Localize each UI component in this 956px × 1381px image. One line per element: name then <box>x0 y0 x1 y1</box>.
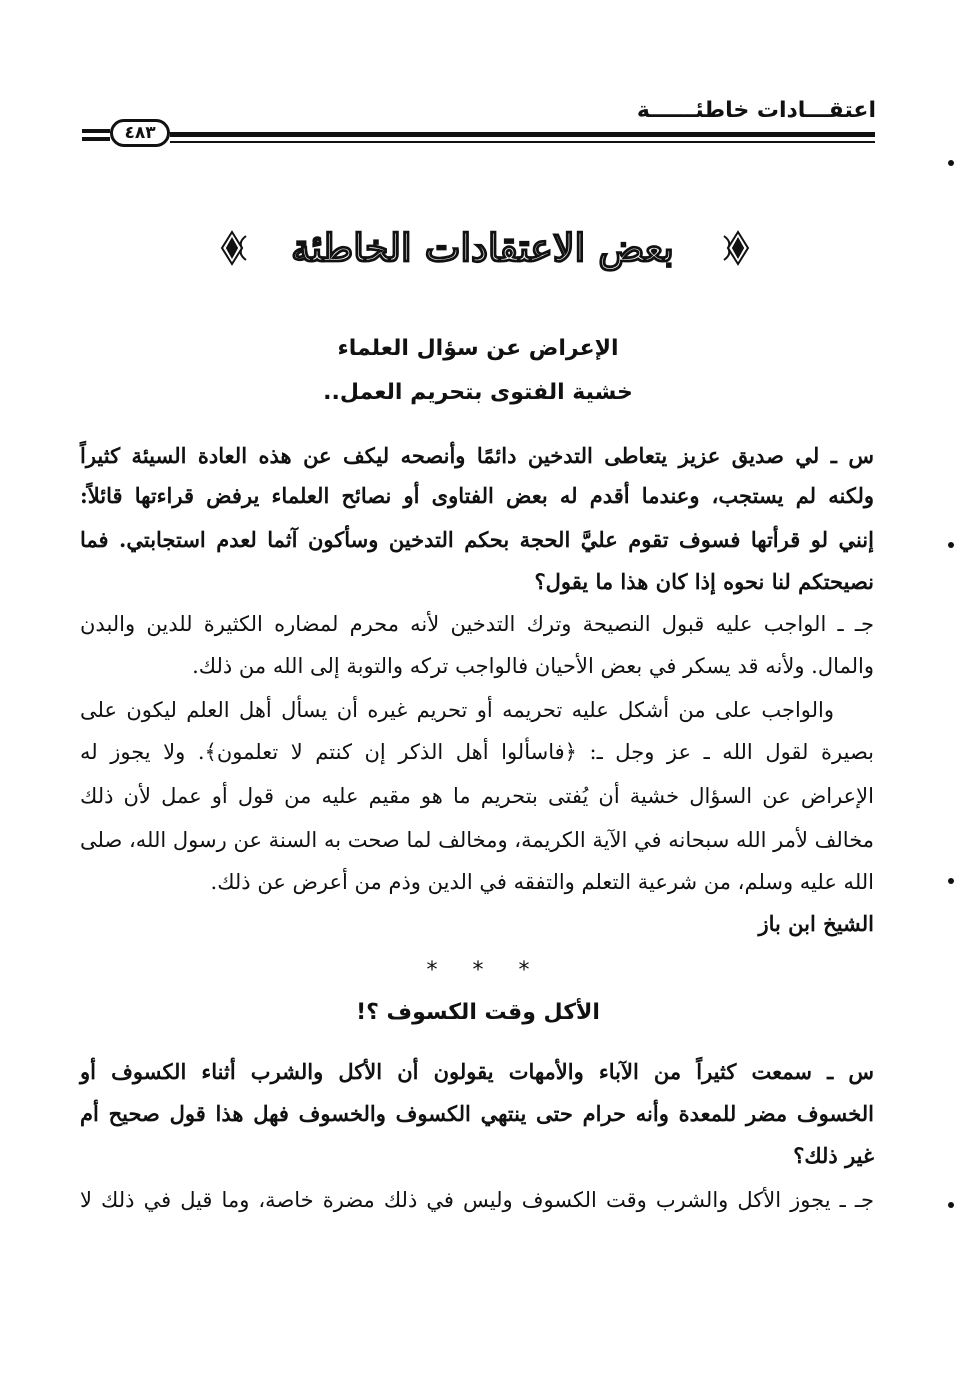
header-rule-thick <box>170 132 875 137</box>
answer1-line: جـ ـ الواجب عليه قبول النصيحة وترك التدخين لأنه محرم لمضاره الكثيرة للدين والبدن <box>80 612 874 636</box>
answer1-line: الإعراض عن السؤال خشية أن يُفتى بتحريم ما هو مقيم عليه من قول أو عمل لأن ذلك <box>80 784 874 808</box>
question2-line: غير ذلك؟ <box>793 1143 874 1168</box>
answer2-line: جـ ـ يجوز الأكل والشرب وقت الكسوف وليس في ذلك مضرة خاصة، وما قيل في ذلك لا <box>80 1188 874 1212</box>
header-rule-left-upper <box>82 129 110 133</box>
margin-mark <box>948 878 954 884</box>
answer1-line: بصيرة لقول الله ـ عز وجل ـ: ﴿فاسألوا أهل الذكر إن كنتم لا تعلمون﴾. ولا يجوز له <box>80 740 874 764</box>
author-signature: الشيخ ابن باز <box>758 911 874 936</box>
question1-line: نصيحتكم لنا نحوه إذا كان هذا ما يقول؟ <box>534 569 874 594</box>
margin-mark <box>948 542 954 548</box>
question1-line: إنني لو قرأتها فسوف تقوم عليَّ الحجة بحكم التدخين وسأكون آثما لعدم استجابتي. فما <box>80 527 874 552</box>
margin-mark <box>948 1202 954 1208</box>
answer1-line: الله عليه وسلم، من شرعية التعلم والتفقه في الدين وذم من أعرض عن ذلك. <box>210 870 874 894</box>
section2-heading: الأكل وقت الكسوف ؟! <box>356 1000 600 1025</box>
running-title: اعتقـــادات خاطئــــــة <box>636 98 876 123</box>
header-rule-thin <box>170 141 875 143</box>
chapter-title-text: بعض الاعتقادات الخاطئة <box>291 224 674 270</box>
ornament-left-icon <box>212 228 252 268</box>
answer1-line: مخالف لأمر الله سبحانه في الآية الكريمة، ومخالف لما صحت به السنة عن رسول الله، صلى <box>80 828 874 852</box>
section-separator: * * * <box>426 958 530 983</box>
question1-line: ولكنه لم يستجب، وعندما أقدم له بعض الفتاوى أو نصائح العلماء يرفض قراءتها قائلاً: <box>80 483 874 508</box>
answer1-line: والواجب على من أشكل عليه تحريمه أو تحريم غيره أن يسأل أهل العلم ليكون على <box>80 698 834 722</box>
question2-line: س ـ سمعت كثيراً من الآباء والأمهات يقولون أن الأكل والشرب أثناء الكسوف أو <box>80 1059 874 1084</box>
answer1-line: والمال. ولأنه قد يسكر في بعض الأحيان فالواجب تركه والتوبة إلى الله من ذلك. <box>192 654 874 678</box>
section1-heading-line2: خشية الفتوى بتحريم العمل.. <box>323 380 633 405</box>
chapter-title <box>210 222 755 272</box>
question2-line: الخسوف مضر للمعدة وأنه حرام حتى ينتهي الكسوف والخسوف فهل هذا قول صحيح أم <box>80 1101 874 1126</box>
section1-heading-line1: الإعراض عن سؤال العلماء <box>337 336 619 361</box>
margin-mark <box>948 160 954 166</box>
page-number: ٤٨٣ <box>110 119 170 147</box>
question1-line: س ـ لي صديق عزيز يتعاطى التدخين دائمًا وأنصحه ليكف عن هذه العادة السيئة كثيراً <box>80 443 874 468</box>
header-rule-left-lower <box>82 137 110 141</box>
